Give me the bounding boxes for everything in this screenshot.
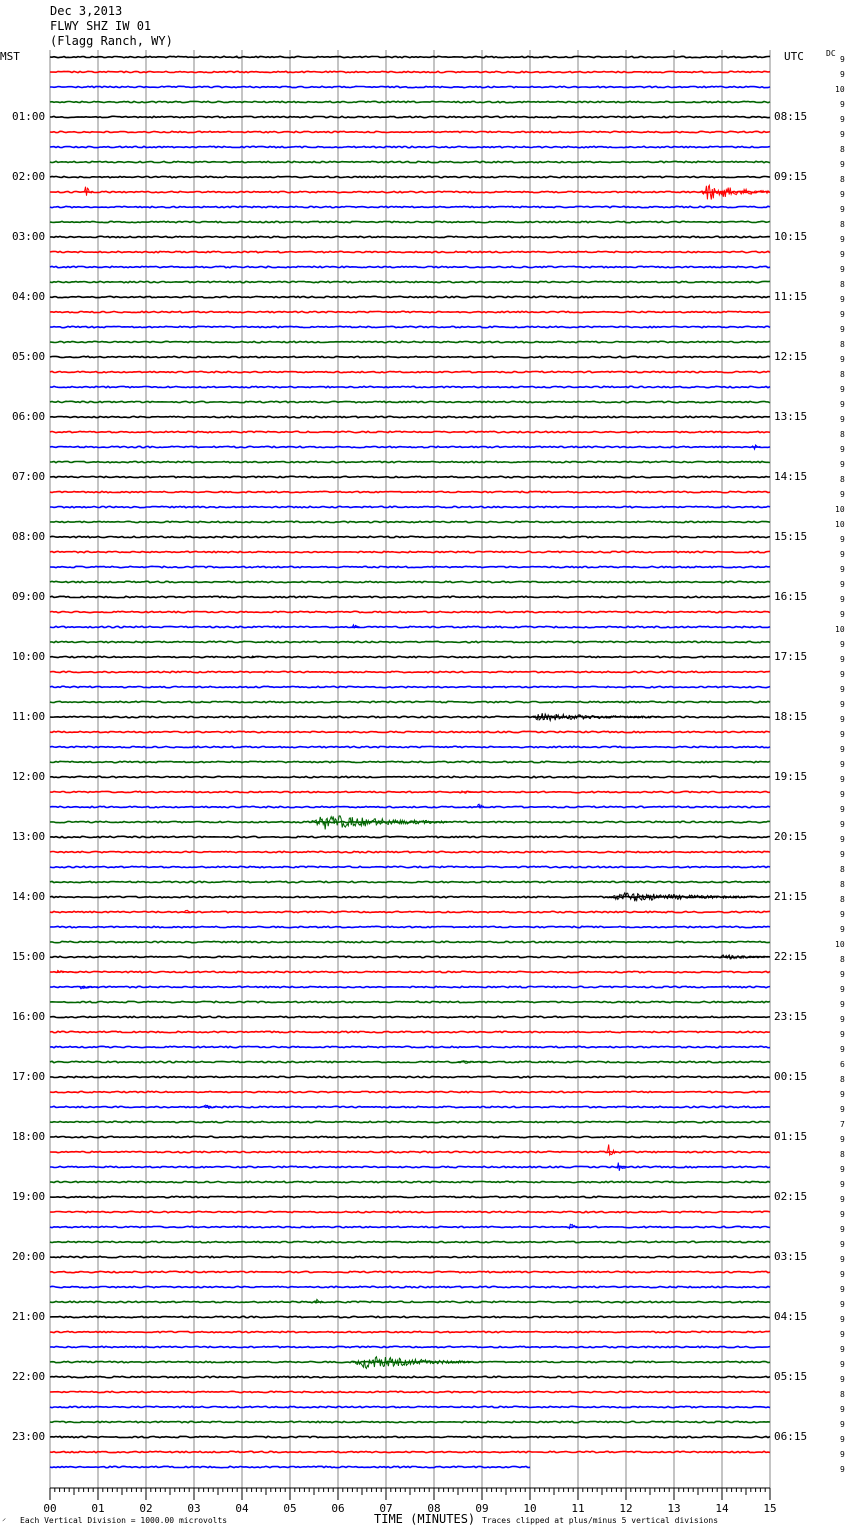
trace-row [50,326,770,327]
trace-row [50,311,770,312]
x-axis-title: TIME (MINUTES) [374,1512,476,1526]
right-hour-label: 22:15 [774,950,808,963]
trace-row [50,836,770,837]
dc-value: 9 [840,730,845,739]
left-hour-label: 14:00 [12,890,46,903]
x-tick-label: 06 [331,1502,345,1515]
trace-row [50,116,770,117]
dc-value: 9 [840,160,845,169]
dc-value: 9 [840,1285,845,1294]
right-hour-label: 18:15 [774,710,808,723]
trace-row [50,176,770,177]
x-tick-label: 15 [763,1502,777,1515]
trace-row [50,1286,770,1287]
dc-value: 9 [840,460,845,469]
right-hour-label: 12:15 [774,350,808,363]
trace-row [50,941,770,942]
left-hour-label: 10:00 [12,650,46,663]
x-tick-label: 14 [715,1502,729,1515]
left-hour-label: 17:00 [12,1070,46,1083]
dc-value: 9 [840,1030,845,1039]
trace-row [50,86,770,87]
trace-row [50,506,770,507]
trace-row [50,1091,770,1092]
dc-value: 9 [840,355,845,364]
left-hour-label: 07:00 [12,470,46,483]
dc-value: 8 [840,340,845,349]
dc-value: 8 [840,895,845,904]
trace-row [50,791,770,792]
dc-value: 9 [840,595,845,604]
dc-value: 9 [840,745,845,754]
left-hour-label: 06:00 [12,410,46,423]
dc-value: 9 [840,775,845,784]
left-hour-label: 19:00 [12,1190,46,1203]
dc-value: 7 [840,1120,845,1129]
trace-row [50,911,770,912]
left-hour-label: 05:00 [12,350,46,363]
trace-row [50,641,770,642]
trace-row [50,1196,770,1197]
trace-row [50,1451,770,1452]
trace-row [50,461,770,462]
left-hour-label: 15:00 [12,950,46,963]
trace-row [50,1151,770,1152]
left-hour-label: 13:00 [12,830,46,843]
right-hour-label: 11:15 [774,290,808,303]
x-tick-label: 12 [619,1502,633,1515]
left-hour-label: 21:00 [12,1310,46,1323]
dc-value: 9 [840,415,845,424]
dc-value: 9 [840,985,845,994]
trace-row [50,1166,770,1167]
right-hour-label: 19:15 [774,770,808,783]
dc-value: 9 [840,805,845,814]
trace-row [50,1346,770,1347]
right-hour-label: 15:15 [774,530,808,543]
trace-row [50,566,770,567]
trace-row [50,926,770,927]
trace-row [50,521,770,522]
left-hour-label: 16:00 [12,1010,46,1023]
dc-value: 9 [840,1240,845,1249]
right-hour-label: 23:15 [774,1010,808,1023]
left-hour-label: 12:00 [12,770,46,783]
trace-row [50,101,770,102]
trace-row [50,731,770,732]
trace-row [50,1376,770,1377]
plot-date: Dec 3,2013 [50,4,123,18]
dc-value: 8 [840,220,845,229]
dc-value: 9 [840,1330,845,1339]
dc-value: 9 [840,190,845,199]
dc-value: 9 [840,1315,845,1324]
x-tick-label: 10 [523,1502,537,1515]
right-hour-label: 16:15 [774,590,808,603]
trace-row [50,56,770,57]
dc-value: 9 [840,535,845,544]
trace-row [50,671,770,672]
trace-row [50,281,770,282]
trace-row [50,266,770,267]
dc-value: 9 [840,670,845,679]
trace-row [50,551,770,552]
dc-value: 9 [840,250,845,259]
right-hour-label: 21:15 [774,890,808,903]
dc-value: 9 [840,1000,845,1009]
trace-row [50,776,770,777]
trace-row [50,956,770,957]
dc-value: 9 [840,1405,845,1414]
dc-value: 9 [840,1195,845,1204]
seismic-traces [50,56,770,1468]
x-tick-label: 02 [139,1502,153,1515]
dc-value: 9 [840,100,845,109]
right-hour-label: 13:15 [774,410,808,423]
trace-row [50,1256,770,1257]
trace-row [50,1181,770,1182]
trace-row [50,851,770,852]
trace-row [50,1061,770,1062]
right-hour-label: 05:15 [774,1370,808,1383]
trace-row [50,1406,770,1407]
trace-row [50,1001,770,1002]
scale-icon: ⸍ [2,1517,6,1526]
trace-row [50,446,770,447]
dc-label: DC [826,49,836,58]
dc-value: 8 [840,370,845,379]
dc-value: 9 [840,1135,845,1144]
trace-row [50,476,770,477]
dc-value: 9 [840,205,845,214]
dc-value: 10 [835,505,845,514]
trace-row [50,971,770,972]
right-hour-label: 09:15 [774,170,808,183]
dc-value: 9 [840,1225,845,1234]
dc-value: 8 [840,280,845,289]
dc-value: 9 [840,550,845,559]
trace-row [50,866,770,867]
trace-row [50,686,770,687]
dc-value: 9 [840,295,845,304]
dc-value: 10 [835,940,845,949]
right-hour-label: 03:15 [774,1250,808,1263]
dc-value: 9 [840,760,845,769]
trace-row [50,1241,770,1242]
right-hour-label: 01:15 [774,1130,808,1143]
trace-row [50,1391,770,1392]
trace-row [50,386,770,387]
dc-value: 9 [840,70,845,79]
trace-row [50,1271,770,1272]
dc-value: 9 [840,1210,845,1219]
x-tick-label: 08 [427,1502,441,1515]
trace-row [50,1016,770,1017]
dc-value: 8 [840,475,845,484]
trace-row [50,806,770,807]
dc-value: 8 [840,1075,845,1084]
trace-row [50,371,770,372]
trace-row [50,131,770,132]
x-axis [43,1488,776,1515]
trace-row [50,1076,770,1077]
left-hour-label: 20:00 [12,1250,46,1263]
dc-value: 9 [840,115,845,124]
dc-value: 9 [840,1165,845,1174]
trace-row [50,1466,530,1467]
x-tick-label: 11 [571,1502,585,1515]
left-hour-label: 02:00 [12,170,46,183]
dc-value: 8 [840,145,845,154]
trace-row [50,1031,770,1032]
dc-value: 9 [840,1180,845,1189]
right-hour-label: 02:15 [774,1190,808,1203]
dc-value: 9 [840,970,845,979]
dc-value: 9 [840,1435,845,1444]
x-tick-label: 09 [475,1502,489,1515]
trace-row [50,1421,770,1422]
x-tick-label: 13 [667,1502,681,1515]
dc-value: 9 [840,700,845,709]
trace-row [50,236,770,237]
left-hour-label: 08:00 [12,530,46,543]
scale-note: Each Vertical Division = 1000.00 microvolts [20,1516,228,1525]
dc-value: 9 [840,130,845,139]
trace-row [50,206,770,207]
dc-value: 9 [840,1090,845,1099]
dc-value: 8 [840,955,845,964]
dc-value: 10 [835,85,845,94]
mst-label: MST [0,50,20,63]
dc-value: 9 [840,400,845,409]
right-hour-label: 14:15 [774,470,808,483]
trace-row [50,1331,770,1332]
dc-value: 9 [840,1465,845,1474]
dc-value: 9 [840,445,845,454]
left-hour-label: 01:00 [12,110,46,123]
dc-value: 9 [840,1270,845,1279]
dc-value: 9 [840,580,845,589]
trace-row [50,1106,770,1107]
trace-row [50,146,770,147]
dc-value: 9 [840,790,845,799]
x-tick-label: 05 [283,1502,297,1515]
trace-row [50,251,770,252]
dc-value: 9 [840,235,845,244]
dc-value: 9 [840,1420,845,1429]
dc-value: 9 [840,610,845,619]
dc-value: 9 [840,1450,845,1459]
x-tick-label: 01 [91,1502,105,1515]
dc-value: 9 [840,655,845,664]
right-hour-label: 06:15 [774,1430,808,1443]
trace-row [50,656,770,657]
trace-row [50,581,770,582]
x-tick-label: 03 [187,1502,201,1515]
dc-value: 9 [840,715,845,724]
trace-row [50,356,770,357]
trace-row [50,341,770,342]
dc-value: 10 [835,520,845,529]
trace-row [50,191,770,192]
dc-value: 9 [840,1300,845,1309]
dc-value: 9 [840,565,845,574]
dc-value: 8 [840,175,845,184]
seismic-event [607,1145,617,1156]
dc-value: 6 [840,1060,845,1069]
trace-row [50,611,770,612]
dc-value: 9 [840,820,845,829]
right-hour-label: 20:15 [774,830,808,843]
dc-value: 9 [840,1375,845,1384]
trace-row [50,296,770,297]
station-location: (Flagg Ranch, WY) [50,34,173,48]
x-tick-label: 04 [235,1502,249,1515]
left-hour-label: 03:00 [12,230,46,243]
trace-row [50,401,770,402]
left-hour-label: 09:00 [12,590,46,603]
trace-row [50,71,770,72]
left-hour-label: 11:00 [12,710,46,723]
dc-value: 9 [840,55,845,64]
left-hour-label: 18:00 [12,1130,46,1143]
trace-row [50,626,770,627]
clip-note: Traces clipped at plus/minus 5 vertical divisions [482,1516,719,1525]
dc-value: 8 [840,1150,845,1159]
dc-value: 9 [840,640,845,649]
dc-value: 9 [840,265,845,274]
dc-value: 9 [840,1345,845,1354]
dc-value: 9 [840,1360,845,1369]
dc-value: 9 [840,1015,845,1024]
dc-value: 8 [840,865,845,874]
trace-row [50,491,770,492]
left-hour-label: 23:00 [12,1430,46,1443]
seismic-event [717,955,770,959]
trace-row [50,1136,770,1137]
station-code: FLWY SHZ IW 01 [50,19,152,33]
dc-value: 9 [840,850,845,859]
dc-value: 8 [840,1390,845,1399]
right-hour-label: 04:15 [774,1310,808,1323]
dc-value: 9 [840,910,845,919]
dc-value: 10 [835,625,845,634]
dc-value: 9 [840,310,845,319]
dc-value: 9 [840,1255,845,1264]
x-tick-label: 07 [379,1502,393,1515]
trace-row [50,701,770,702]
dc-value: 9 [840,385,845,394]
dc-value: 9 [840,685,845,694]
trace-row [50,881,770,882]
trace-row [50,1046,770,1047]
right-hour-label: 00:15 [774,1070,808,1083]
dc-value: 8 [840,880,845,889]
trace-row [50,161,770,162]
dc-value: 9 [840,925,845,934]
trace-row [50,431,770,432]
dc-value: 9 [840,1045,845,1054]
trace-row [50,596,770,597]
trace-row [50,746,770,747]
trace-row [50,221,770,222]
trace-row [50,1211,770,1212]
dc-value: 9 [840,325,845,334]
trace-row [50,536,770,537]
trace-row [50,1301,770,1302]
trace-row [50,1436,770,1437]
right-hour-label: 17:15 [774,650,808,663]
right-hour-label: 08:15 [774,110,808,123]
trace-row [50,1226,770,1227]
dc-value: 9 [840,1105,845,1114]
dc-value: 9 [840,835,845,844]
right-hour-label: 10:15 [774,230,808,243]
dc-value: 8 [840,430,845,439]
dc-value: 9 [840,490,845,499]
x-tick-label: 00 [43,1502,57,1515]
left-hour-label: 22:00 [12,1370,46,1383]
trace-row [50,761,770,762]
trace-row [50,1121,770,1122]
utc-label: UTC [784,50,804,63]
trace-row [50,1316,770,1317]
left-hour-label: 04:00 [12,290,46,303]
trace-row [50,986,770,987]
trace-row [50,416,770,417]
